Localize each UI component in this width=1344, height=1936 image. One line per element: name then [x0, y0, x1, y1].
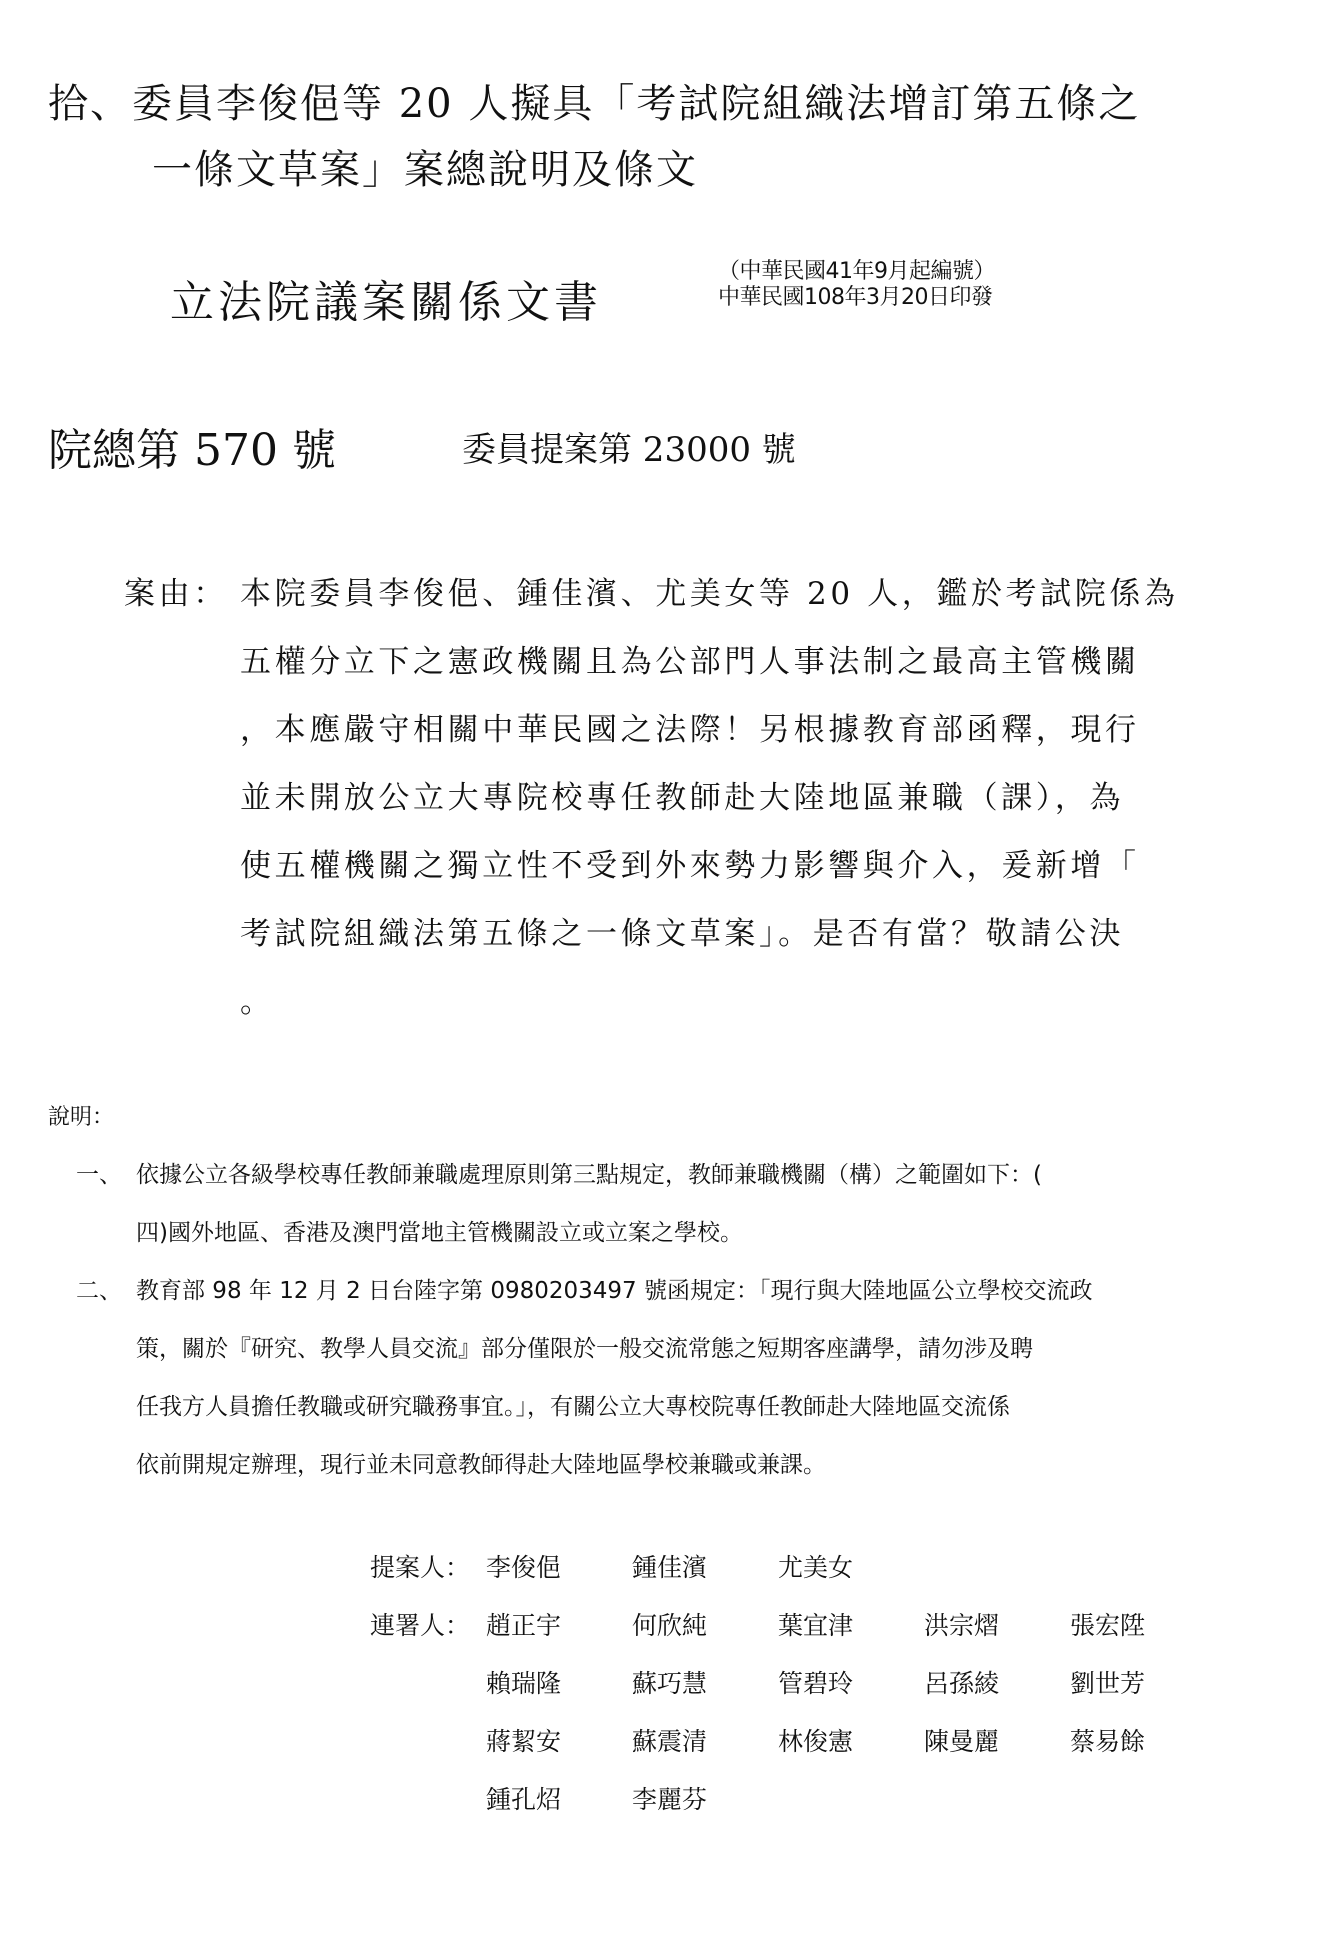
case-line: ，本應嚴守相關中華民國之法際！另根據教育部函釋，現行 — [240, 712, 1140, 748]
cosigner-name: 賴瑞隆 — [486, 1669, 562, 1698]
print-date: 中華民國108年3月20日印發 — [718, 285, 993, 310]
cosigner-label: 連署人： — [370, 1611, 471, 1640]
document-heading-line-1: 拾、委員李俊俋等 20 人擬具「考試院組織法增訂第五條之 — [48, 81, 1141, 127]
item-line: 策，關於『研究、教學人員交流』部分僅限於一般交流常態之短期客座講學，請勿涉及聘 — [136, 1336, 1033, 1362]
item-line: 四)國外地區、香港及澳門當地主管機關設立或立案之學校。 — [136, 1220, 743, 1246]
item-line: 教育部 98 年 12 月 2 日台陸字第 0980203497 號函規定：「現行與大陸地區公立學校交流政 — [136, 1278, 1093, 1304]
case-line: 並未開放公立大專院校專任教師赴大陸地區兼職（課），為 — [240, 780, 1125, 816]
member-proposal-number: 委員提案第 23000 號 — [462, 430, 796, 470]
case-line: 五權分立下之憲政機關且為公部門人事法制之最高主管機關 — [240, 644, 1140, 680]
general-document-number: 院總第 570 號 — [48, 425, 336, 476]
cosigner-name: 蘇震清 — [632, 1727, 708, 1756]
case-line: 使五權機關之獨立性不受到外來勢力影響與介入，爰新增「 — [240, 848, 1140, 884]
cosigner-name: 何欣純 — [632, 1611, 708, 1640]
proposer-name: 尤美女 — [778, 1553, 854, 1582]
cosigner-name: 趙正宇 — [486, 1611, 562, 1640]
item-line: 依前開規定辦理，現行並未同意教師得赴大陸地區學校兼職或兼課。 — [136, 1452, 826, 1478]
proposer-label: 提案人： — [370, 1553, 471, 1582]
case-label: 案由： — [124, 576, 228, 612]
case-line: 本院委員李俊俋、鍾佳濱、尤美女等 20 人，鑑於考試院係為 — [240, 576, 1179, 612]
item-line: 依據公立各級學校專任教師兼職處理原則第三點規定，教師兼職機關（構）之範圍如下：( — [136, 1162, 1042, 1188]
cosigner-name: 劉世芳 — [1070, 1669, 1146, 1698]
case-line: 考試院組織法第五條之一條文草案」。是否有當？敬請公決 — [240, 916, 1125, 952]
explanation-label: 說明： — [48, 1105, 115, 1130]
cosigner-name: 鍾孔炤 — [486, 1785, 562, 1814]
cosigner-name: 李麗芬 — [632, 1785, 708, 1814]
numbering-note: （中華民國41年9月起編號） — [718, 259, 995, 284]
cosigner-name: 陳曼麗 — [924, 1727, 1000, 1756]
item-line: 任我方人員擔任教職或研究職務事宜。」，有關公立大專校院專任教師赴大陸地區交流係 — [136, 1394, 1010, 1420]
cosigner-name: 葉宜津 — [778, 1611, 854, 1640]
cosigner-name: 呂孫綾 — [924, 1669, 1000, 1698]
cosigner-name: 蔡易餘 — [1070, 1727, 1146, 1756]
item-number: 一、 — [76, 1162, 122, 1188]
case-line: 。 — [240, 984, 275, 1020]
cosigner-name: 蔣絜安 — [486, 1727, 562, 1756]
proposer-name: 李俊俋 — [486, 1553, 562, 1582]
cosigner-name: 管碧玲 — [778, 1669, 854, 1698]
item-number: 二、 — [76, 1278, 122, 1304]
cosigner-name: 洪宗熠 — [924, 1611, 1000, 1640]
cosigner-name: 林俊憲 — [778, 1727, 854, 1756]
cosigner-name: 張宏陞 — [1070, 1611, 1146, 1640]
document-type-title: 立法院議案關係文書 — [170, 277, 602, 328]
proposer-name: 鍾佳濱 — [632, 1553, 708, 1582]
document-heading-line-2: 一條文草案」案總說明及條文 — [152, 147, 698, 193]
cosigner-name: 蘇巧慧 — [632, 1669, 708, 1698]
